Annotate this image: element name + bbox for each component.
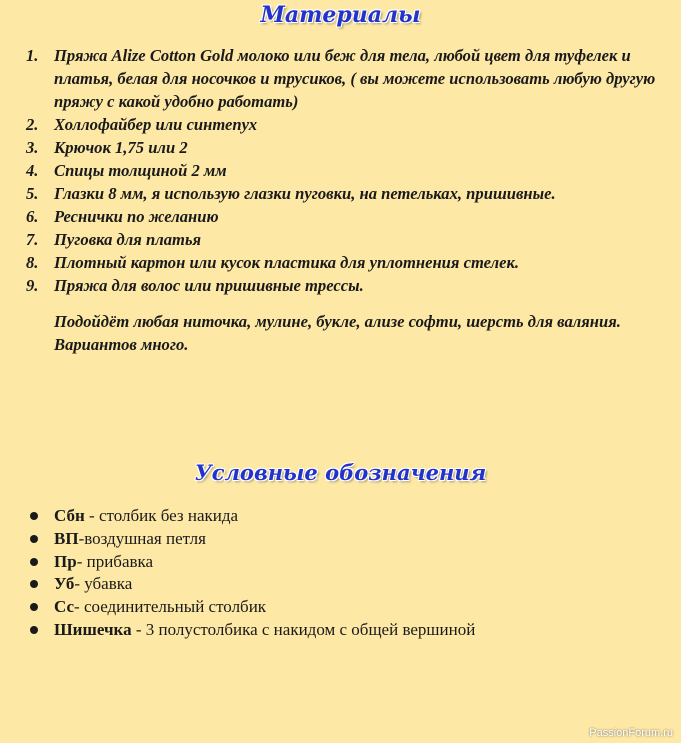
list-item (26, 159, 656, 182)
legend-desc: -воздушная петля (78, 528, 206, 548)
item-text: Пряжа для волос или пришивные трессы. (54, 276, 364, 295)
item-text: Глазки 8 мм, я использую глазки пуговки, на петельках, пришивные. (54, 184, 556, 203)
legend-desc: - соединительный столбик (74, 597, 267, 617)
legend-desc: - убавка (74, 574, 133, 594)
item-text: Реснички по желанию (54, 207, 219, 226)
bullet-icon (30, 580, 38, 588)
item-number: 9. (26, 276, 39, 295)
legend-term: Шишечка (54, 619, 132, 639)
legend-term: ВП (54, 528, 79, 548)
legend-term: Сбн (54, 506, 85, 525)
item-number: 4. (26, 161, 39, 180)
item-number: 8. (26, 253, 39, 272)
materials-list (26, 44, 656, 297)
list-item (26, 182, 656, 205)
list-item (30, 619, 650, 642)
list-item (30, 573, 650, 596)
legend-term: Уб (54, 574, 75, 594)
list-item (26, 44, 656, 113)
list-item (26, 274, 656, 297)
item-text: Плотный картон или кусок пластика для уплотнения стелек. (54, 253, 520, 272)
item-text: Спицы толщиной 2 мм (54, 161, 227, 180)
legend-desc: - прибавка (76, 551, 154, 571)
list-item (30, 551, 650, 574)
legend-title: Условные обозначения (194, 460, 487, 485)
list-item (26, 205, 656, 228)
bullet-icon (30, 558, 38, 566)
bullet-icon (30, 535, 38, 543)
materials-note: Подойдёт любая ниточка, мулине, букле, ализе софти, шерсть для валяния. Вариантов много. (54, 312, 621, 354)
list-item (30, 596, 650, 619)
item-number: 2. (26, 115, 39, 134)
bullet-icon (30, 512, 38, 520)
item-text: Крючок 1,75 или 2 (54, 138, 188, 157)
legend-desc: - столбик без накида (84, 506, 239, 525)
materials-title: Материалы (260, 2, 421, 28)
item-number: 3. (26, 138, 39, 157)
legend-term: Сс (54, 597, 75, 617)
legend-list (30, 505, 650, 642)
item-text: Пуговка для платья (54, 230, 202, 249)
bullet-icon (30, 626, 38, 634)
bullet-icon (30, 603, 38, 611)
list-item (30, 505, 650, 528)
list-item (26, 251, 656, 274)
item-number: 7. (26, 230, 39, 249)
item-number: 1. (26, 46, 39, 65)
legend-desc: - 3 полустолбика с накидом с общей вершиной (131, 619, 476, 639)
list-item (26, 113, 656, 136)
list-item (30, 528, 650, 551)
legend-term: Пр (54, 551, 77, 571)
item-text: Пряжа Alize Cotton Gold молоко или беж для тела, любой цвет для туфелек и платья, белая для носочков и трусиков, ( вы можете использовать любую другую пряжу с какой удобно работать) (54, 46, 656, 111)
item-text: Холлофайбер или синтепух (54, 115, 258, 134)
list-item (26, 136, 656, 159)
watermark: PassionForum.ru (589, 727, 673, 739)
item-number: 5. (26, 184, 39, 203)
list-item (26, 228, 656, 251)
item-number: 6. (26, 207, 39, 226)
